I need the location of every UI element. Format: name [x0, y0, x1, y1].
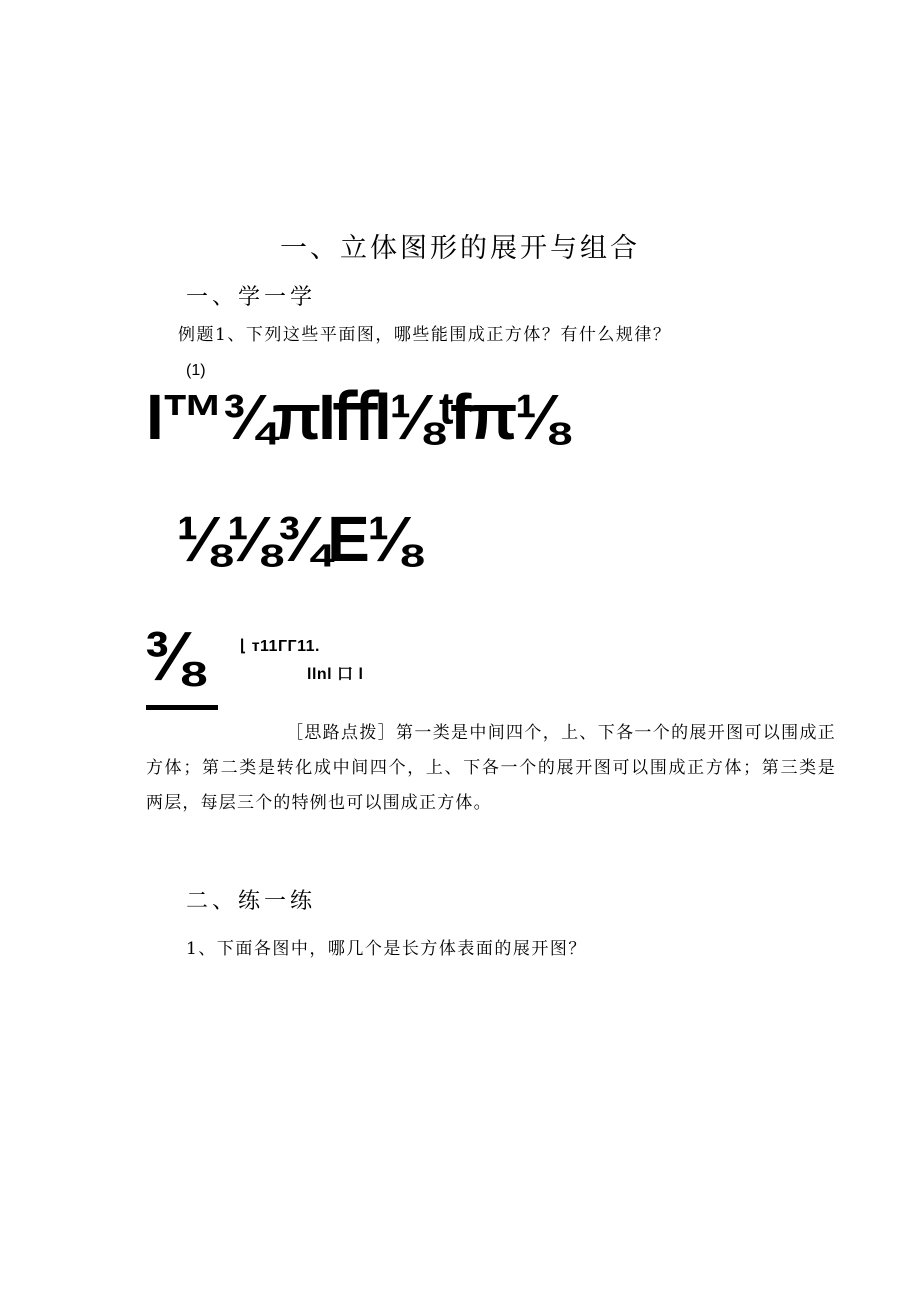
section-heading-practice: 二、练一练	[186, 889, 317, 914]
garbled-mini-line-1: ⌊ т11ГГ11.	[240, 638, 320, 655]
garbled-fraction-glyph: ⅜	[144, 617, 199, 695]
fraction-underline	[146, 705, 218, 710]
example-question: 例题1、下列这些平面图，哪些能围成正方体？有什么规律？	[178, 325, 672, 345]
garbled-figure-row-2: ⅛⅛¾E⅛	[176, 503, 418, 575]
section-heading-learn: 一、学一学	[186, 285, 317, 310]
garbled-mini-line-2: llnl 口 l	[307, 666, 364, 683]
figure-label-1: (1)	[186, 362, 206, 379]
practice-question: 1、下面各图中，哪几个是长方体表面的展开图？	[186, 939, 587, 959]
document-title: 一、立体图形的展开与组合	[280, 233, 640, 264]
analysis-paragraph: ［思路点拨］第一类是中间四个，上、下各一个的展开图可以围成正方体；第二类是转化成中间四个，上、下各一个的展开图可以围成正方体；第三类是两层，每层三个的特例也可以围成正方体。	[146, 723, 836, 813]
garbled-figure-row-1: I™¾πIﬀl⅛ᵗfπ⅛	[146, 381, 565, 453]
